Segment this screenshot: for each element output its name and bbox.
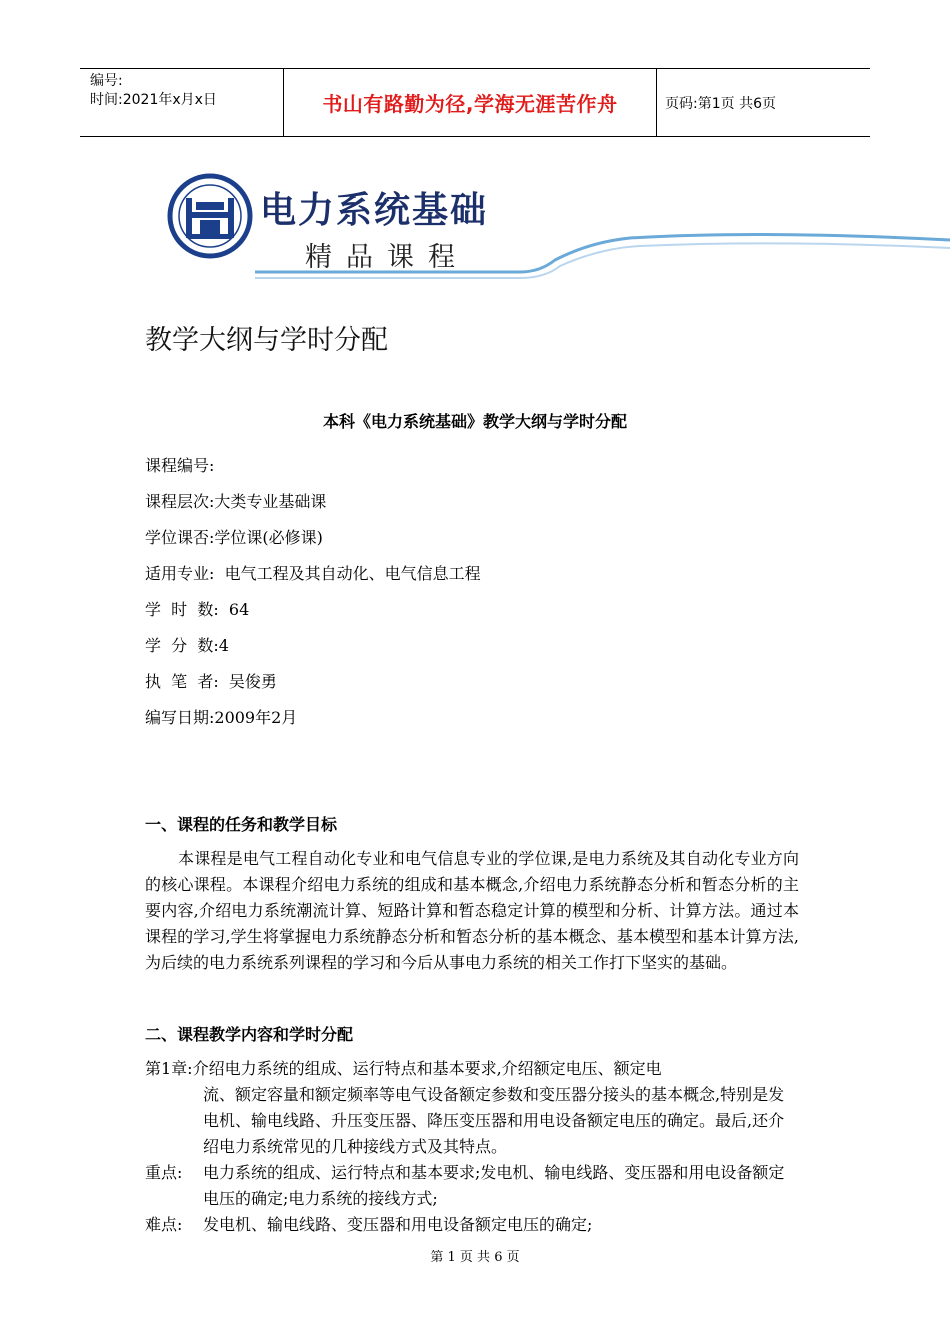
section2-heading: 二、课程教学内容和学时分配 — [145, 1025, 354, 1044]
info-course-level: 课程层次:大类专业基础课 — [145, 492, 327, 511]
chapter1-label: 第1章: — [145, 1059, 193, 1078]
info-majors: 适用专业: 电气工程及其自动化、电气信息工程 — [145, 564, 481, 583]
chapter1-line1: 介绍电力系统的组成、运行特点和基本要求,介绍额定电压、额定电 — [192, 1059, 662, 1078]
header-page-code: 页码:第1页 共6页 — [665, 95, 776, 112]
document-title: 本科《电力系统基础》教学大纲与学时分配 — [322, 412, 627, 431]
course-info — [145, 454, 481, 742]
page-heading: 教学大纲与学时分配 — [145, 325, 388, 356]
chapter1-rest: 流、额定容量和额定频率等电气设备额定参数和变压器分接头的基本概念,特别是发电机、输电线路、升压变压器、降压变压器和用电设备额定电压的确定。最后,还介绍电力系统常见的几种接线方式及其特点。 — [203, 1085, 785, 1156]
university-seal-icon — [166, 168, 254, 264]
header-date: 时间:2021年x月x日 — [90, 92, 217, 108]
key-points-text: 电力系统的组成、运行特点和基本要求;发电机、输电线路、变压器和用电设备额定电压的确定;电力系统的接线方式; — [203, 1163, 785, 1208]
difficulties-label: 难点: — [145, 1215, 183, 1234]
banner-subtitle: 精品课程 — [305, 242, 469, 273]
header-meta — [80, 69, 283, 136]
key-points-item — [145, 1160, 799, 1212]
difficulties-item — [145, 1212, 799, 1238]
info-degree-course: 学位课否:学位课(必修课) — [145, 528, 323, 547]
info-author: 执 笔 者: 吴俊勇 — [145, 672, 277, 691]
info-course-number: 课程编号: — [145, 456, 215, 475]
section1-body: 本课程是电气工程自动化专业和电气信息专业的学位课,是电力系统及其自动化专业方向的核心课程。本课程介绍电力系统的组成和基本概念,介绍电力系统静态分析和暂态分析的主要内容,介绍电力系统潮流计算、短路计算和暂态稳定计算的模型和分析、计算方法。通过本课程的学习,学生将掌握电力系统静态分析和暂态分析的基本概念、基本模型和基本计算方法,为后续的电力系统系列课程的学习和今后从事电力系统的相关工作打下坚实的基础。 — [145, 849, 799, 972]
key-points-label: 重点: — [145, 1163, 183, 1182]
header-number-label: 编号: — [90, 73, 123, 89]
section1-heading: 一、课程的任务和教学目标 — [145, 815, 338, 834]
banner-title: 电力系统基础 — [260, 190, 489, 231]
header-motto: 书山有路勤为径,学海无涯苦作舟 — [283, 69, 657, 136]
page-footer: 第 1 页 共 6 页 — [430, 1250, 520, 1265]
chapter1-item — [145, 1056, 799, 1160]
chapter1-first-line — [145, 1056, 799, 1082]
difficulties-text: 发电机、输电线路、变压器和用电设备额定电压的确定; — [203, 1215, 593, 1234]
info-date: 编写日期:2009年2月 — [145, 708, 298, 727]
document-header — [80, 68, 870, 137]
info-credits: 学 分 数:4 — [145, 636, 229, 655]
info-hours: 学 时 数: 64 — [145, 600, 250, 619]
course-banner — [160, 160, 950, 290]
